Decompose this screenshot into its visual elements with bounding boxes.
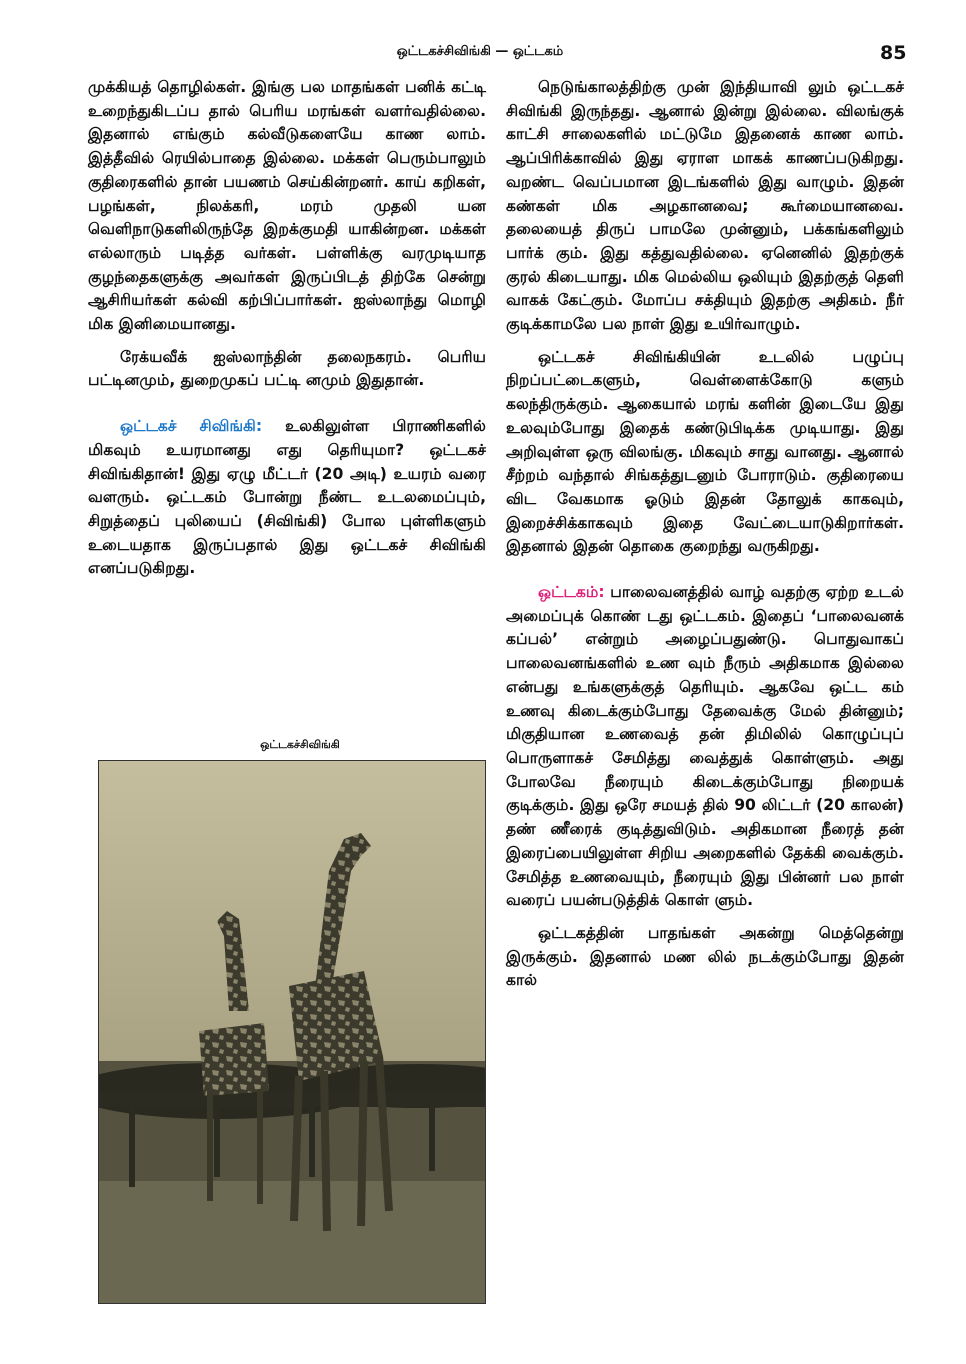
running-header: ஒட்டகச்சிவிங்கி — ஒட்டகம் xyxy=(396,44,564,59)
iceland-paragraph: முக்கியத் தொழில்கள். இங்கு பல மாதங்கள் பனிக் கட்டி உறைந்துகிடப்ப தால் பெரிய மரங்கள் வளர்வதில்லை. இதனால் எங்கும் கல்வீடுகளையே காண லாம். இத்தீவில் ரெயில்பாதை இல்லை. மக்கள் பெரும்பாலும் குதிரைகளில் தான் பயணம் செய்கின்றனர். காய் கறிகள், பழங்கள், நிலக்கரி, மரம் முதலி யன வெளிநாடுகளிலிருந்தே இறக்குமதி யாகின்றன. மக்கள் எல்லாரும் படித்த வர்கள். பள்ளிக்கு வரமுடியாத குழந்தைகளுக்கு அவர்கள் இருப்பிடத் திற்கே சென்று ஆசிரியர்கள் கல்வி கற்பிப்பார்கள். ஐஸ்லாந்து மொழி மிக இனிமையானது. xyxy=(88,78,486,334)
giraffe-intro-text: உலகிலுள்ள பிராணிகளில் மிகவும் உயரமானது எது தெரியுமா? ஒட்டகச் சிவிங்கிதான்! இது ஏழு மீட்டர் (20 அடி) உயரம் வரை வளரும். ஒட்டகம் போன்று நீண்ட உடலமைப்பும், சிறுத்தைப் புலியைப் (சிவிங்கி) போல புள்ளிகளும் உடையதாக இருப்பதால் இது ஒட்டகச் சிவிங்கி எனப்படுகிறது. xyxy=(88,417,486,578)
giraffe-heading: ஒட்டகச் சிவிங்கி: xyxy=(120,417,263,436)
page-number: 85 xyxy=(880,42,907,64)
giraffe-section xyxy=(88,415,486,581)
camel-heading: ஒட்டகம்: xyxy=(538,583,605,602)
giraffe-body-paragraph: ஒட்டகச் சிவிங்கியின் உடலில் பழுப்பு நிறப்பட்டைகளும், வெள்ளைக்கோடு களும் கலந்திருக்கும். ஆகையால் மரங் களின் இடையே இது உலவும்போது இதைக் கண்டுபிடிக்க முடியாது. இது அறிவுள்ள ஒரு விலங்கு. மிகவும் சாது வானது. ஆனால் சீற்றம் வந்தால் சிங்கத்துடனும் போராடும். குதிரையை விட வேகமாக ஓடும் இதன் தோலுக் காகவும், இறைச்சிக்காகவும் இதை வேட்டையாடுகிறார்கள். இதனால் இதன் தொகை குறைந்து வருகிறது. xyxy=(506,347,904,556)
giraffe-photo-illustration xyxy=(99,761,485,1303)
camel-intro-text: பாலைவனத்தில் வாழ் வதற்கு ஏற்ற உடல் அமைப்புக் கொண் டது ஒட்டகம். இதைப் ‘பாலைவனக் கப்பல்’ என்றும் அழைப்பதுண்டு. பொதுவாகப் பாலைவனங்களில் உண வும் நீரும் அதிகமாக இல்லை என்பது உங்களுக்குத் தெரியும். ஆகவே ஒட்ட கம் உணவு கிடைக்கும்போது தேவைக்கு மேல் தின்னும்; மிகுதியான உணவைத் தன் திமிலில் கொழுப்புப் பொருளாகச் சேமித்து வைத்துக் கொள்ளும். அது போலவே நீரையும் கிடைக்கும்போது நிறையக் குடிக்கும். இது ஒரே சமயத் தில் 90 லிட்டர் (20 காலன்) தண் ணீரைக் குடித்துவிடும். அதிகமான நீரைத் தன் இரைப்பையிலுள்ள சிறிய அறைகளில் தேக்கி வைக்கும். சேமித்த உணவையும், நீரையும் இது பின்னர் பல நாள் வரைப் பயன்படுத்திக் கொள் ளும். xyxy=(506,583,904,910)
figure-caption: ஒட்டகச்சிவிங்கி xyxy=(260,738,340,751)
giraffe-habitat-paragraph: நெடுங்காலத்திற்கு முன் இந்தியாவி லும் ஒட்டகச் சிவிங்கி இருந்தது. ஆனால் இன்று இல்லை. விலங்குக் காட்சி சாலைகளில் மட்டுமே இதனைக் காண லாம். ஆப்பிரிக்காவில் இது ஏராள மாகக் காணப்படுகிறது. வறண்ட வெப்பமான இடங்களில் இது வாழும். இதன் கண்கள் மிக அழகானவை; கூர்மையானவை. தலையைத் திருப் பாமலே முன்னும், பக்கங்களிலும் பார்க் கும். இது கத்துவதில்லை. ஏனெனில் இதற்குக் குரல் கிடையாது. மிக மெல்லிய ஒலியும் இதற்குத் தெளி வாகக் கேட்கும். மோப்ப சக்தியும் இதற்கு அதிகம். நீர் குடிக்காமலே பல நாள் இது உயிர்வாழும். xyxy=(506,78,904,334)
camel-section xyxy=(506,581,904,913)
giraffe-photo xyxy=(98,760,486,1304)
right-column xyxy=(506,76,904,1002)
reykjavik-paragraph: ரேக்யவீக் ஐஸ்லாந்தின் தலைநகரம். பெரிய பட்டினமும், துறைமுகப் பட்டி னமும் இதுதான். xyxy=(88,347,486,390)
left-column xyxy=(88,76,486,590)
camel-feet-paragraph: ஒட்டகத்தின் பாதங்கள் அகன்று மெத்தென்று இருக்கும். இதனால் மண லில் நடக்கும்போது இதன் கால் xyxy=(506,923,904,990)
